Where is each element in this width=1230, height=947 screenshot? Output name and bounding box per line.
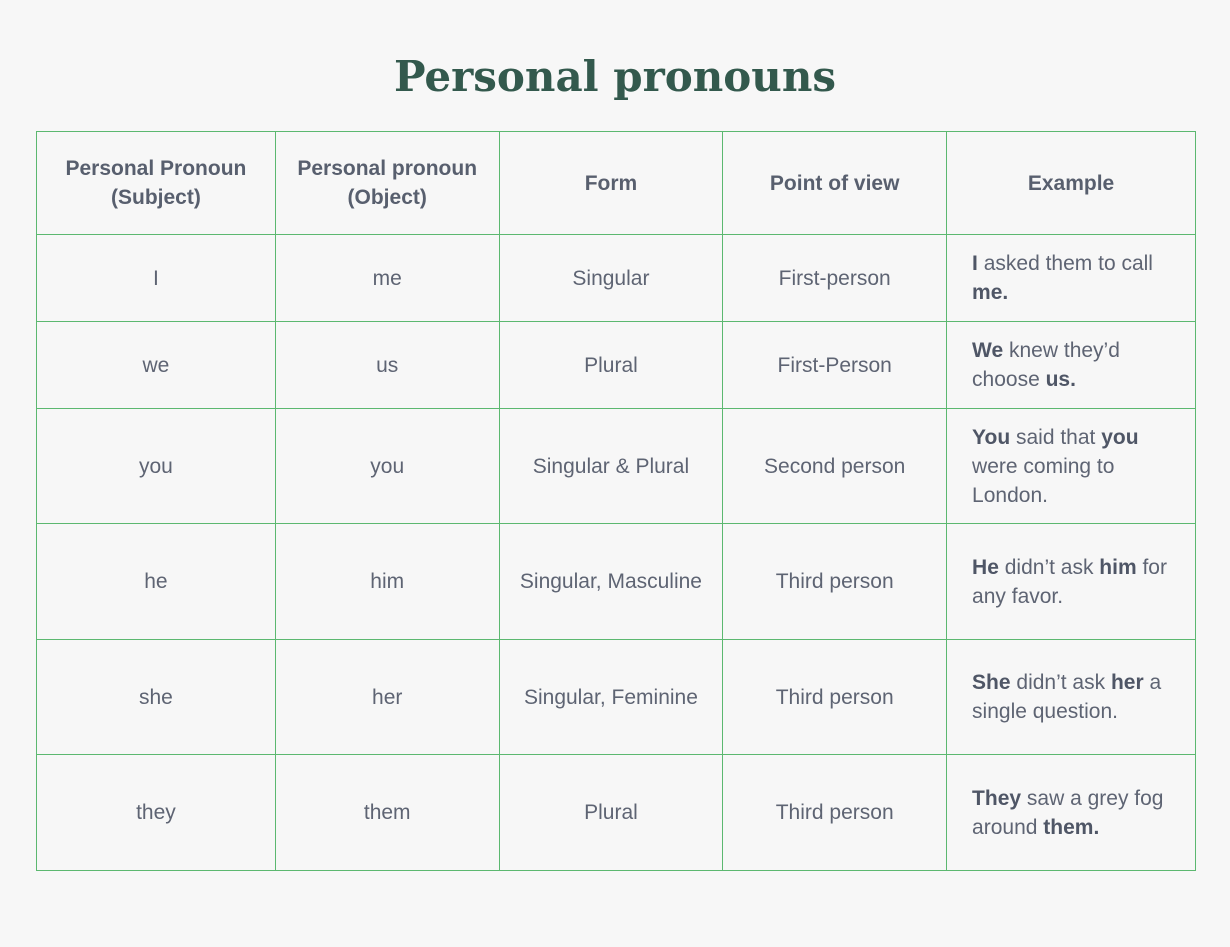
cell-form: Singular	[499, 235, 723, 322]
page-title: Personal pronouns	[393, 52, 837, 101]
example-text: didn’t ask	[1010, 671, 1111, 694]
example-pronoun: I	[972, 252, 978, 275]
header-example: Example	[947, 132, 1196, 235]
example-pronoun: us.	[1045, 368, 1076, 391]
example-text: a single question.	[972, 671, 1162, 723]
cell-object: you	[275, 409, 499, 524]
cell-subject: I	[37, 235, 276, 322]
example-pronoun: him	[1099, 555, 1137, 579]
cell-form: Plural	[499, 755, 723, 871]
table-row	[37, 409, 1196, 524]
cell-form: Singular, Feminine	[499, 640, 723, 755]
cell-subject: she	[37, 640, 276, 755]
cell-point-of-view: Third person	[723, 640, 947, 755]
example-text: for any favor.	[972, 555, 1167, 608]
example-pronoun: me.	[972, 281, 1009, 304]
cell-object: them	[275, 755, 499, 871]
example-pronoun: You	[972, 425, 1011, 449]
cell-example	[947, 524, 1196, 640]
header-subject: Personal Pronoun (Subject)	[37, 132, 276, 235]
cell-point-of-view: Third person	[723, 755, 947, 871]
table-row	[37, 235, 1196, 322]
cell-object: her	[275, 640, 499, 755]
example-text: said that	[1010, 425, 1102, 449]
cell-subject: you	[37, 409, 276, 524]
table-body	[37, 235, 1196, 871]
cell-example	[947, 235, 1196, 322]
example-text: knew they’d choose	[972, 339, 1120, 391]
cell-example	[947, 755, 1196, 871]
pronouns-table	[36, 131, 1196, 871]
cell-example	[947, 640, 1196, 755]
header-point-of-view: Point of view	[723, 132, 947, 235]
example-pronoun: them.	[1043, 815, 1100, 839]
cell-form: Singular, Masculine	[499, 524, 723, 640]
cell-form: Plural	[499, 322, 723, 409]
example-pronoun: her	[1110, 671, 1144, 694]
cell-object: him	[275, 524, 499, 640]
cell-form: Singular & Plural	[499, 409, 723, 524]
header-form: Form	[499, 132, 723, 235]
example-pronoun: They	[972, 786, 1022, 810]
cell-example	[947, 322, 1196, 409]
example-text: saw a grey fog around	[972, 786, 1164, 839]
header-object: Personal pronoun (Object)	[275, 132, 499, 235]
example-pronoun: We	[972, 339, 1004, 362]
cell-point-of-view: First-Person	[723, 322, 947, 409]
table-row	[37, 524, 1196, 640]
example-text: didn’t ask	[998, 555, 1100, 579]
cell-point-of-view: Second person	[723, 409, 947, 524]
cell-example	[947, 409, 1196, 524]
table-header-row	[37, 132, 1196, 235]
example-pronoun: She	[972, 671, 1011, 694]
cell-subject: he	[37, 524, 276, 640]
cell-point-of-view: First-person	[723, 235, 947, 322]
cell-subject: we	[37, 322, 276, 409]
table-row	[37, 755, 1196, 871]
table-row	[37, 322, 1196, 409]
cell-point-of-view: Third person	[723, 524, 947, 640]
example-pronoun: you	[1101, 425, 1139, 449]
cell-object: us	[275, 322, 499, 409]
example-text: asked them to call	[977, 252, 1153, 275]
example-text: were coming to London.	[972, 454, 1115, 507]
table-row	[37, 640, 1196, 755]
example-pronoun: He	[972, 555, 999, 579]
cell-object: me	[275, 235, 499, 322]
cell-subject: they	[37, 755, 276, 871]
